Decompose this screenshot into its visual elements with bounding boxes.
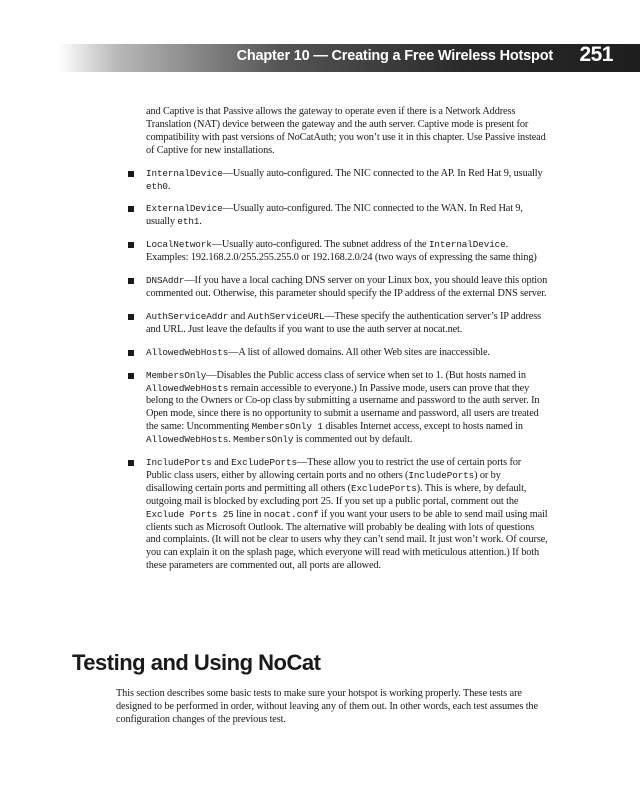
config-param: AuthServiceURL xyxy=(247,310,325,322)
bullet-square-icon xyxy=(128,206,134,212)
config-value: eth1 xyxy=(177,216,200,228)
bullet-text: . xyxy=(228,434,234,446)
intro-paragraph: and Captive is that Passive allows the gateway to operate even if there is a Network Address Translation (NAT) device between the gateway and the auth server. Captive mode is present for compatibility with past versions of NoCatAuth; you won’t use it in this chapter. Use Passive instead of Captive for new installations. xyxy=(146,106,546,156)
config-param: LocalNetwork xyxy=(146,239,212,251)
bullet-external-device xyxy=(146,203,549,229)
config-line: Exclude Ports 25 xyxy=(146,508,234,520)
config-param: InternalDevice xyxy=(428,239,506,251)
config-param: AllowedWebHosts xyxy=(146,382,229,394)
bullet-include-exclude-ports xyxy=(146,457,549,573)
bullet-text: and xyxy=(211,457,232,469)
bullet-text: . xyxy=(167,180,171,192)
bullet-text: line in xyxy=(233,508,264,520)
bullet-dns-addr xyxy=(146,275,549,301)
section-heading: Testing and Using NoCat xyxy=(72,650,321,675)
config-param: AllowedWebHosts xyxy=(146,434,229,446)
bullet-auth-service xyxy=(146,311,549,337)
config-param: InternalDevice xyxy=(146,167,223,179)
config-param: AuthServiceAddr xyxy=(146,310,229,322)
bullet-text: ). This is where, by default, outgoing mail is blocked by excluding port 25. If you set up a public portal, comment out the xyxy=(146,482,527,507)
bullet-square-icon xyxy=(128,171,134,177)
chapter-title: Chapter 10 — Creating a Free Wireless Hotspot xyxy=(236,48,553,64)
bullet-text: disables Internet access, except to hosts named in xyxy=(322,421,523,433)
bullet-text: —Usually auto-configured. The NIC connected to the WAN. In Red Hat 9, usually xyxy=(146,203,523,228)
bullet-text: —Usually auto-configured. The subnet address of the xyxy=(211,239,429,251)
bullet-text: . xyxy=(199,216,202,228)
config-param: IncludePorts xyxy=(146,457,212,469)
bullet-allowed-web-hosts xyxy=(146,347,549,360)
section-paragraph: This section describes some basic tests to make sure your hotspot is working properly. These tests are designed to be performed in order, without leaving any of them out. In other words, each test assumes the configuration changes of the previous test. xyxy=(116,688,538,725)
bullet-local-network xyxy=(146,239,549,265)
bullet-text: —A list of allowed domains. All other Web sites are inaccessible. xyxy=(228,346,490,358)
bullet-square-icon xyxy=(128,460,134,466)
page-body xyxy=(146,106,549,583)
bullet-text: —These specify the authentication server’s IP address and URL. Just leave the defaults if you want to use the auth server at nocat.net. xyxy=(146,310,541,335)
config-param: IncludePorts xyxy=(408,469,475,481)
page-number: 251 xyxy=(579,43,613,66)
config-param: MembersOnly xyxy=(233,434,294,446)
bullet-members-only xyxy=(146,370,549,447)
bullet-square-icon xyxy=(128,314,134,320)
bullet-text: . Examples: 192.168.2.0/255.255.255.0 or 192.168.2.0/24 (two ways of expressing the same thing) xyxy=(146,239,537,264)
config-param: AllowedWebHosts xyxy=(146,346,229,358)
bullet-text: is commented out by default. xyxy=(293,434,413,446)
bullet-square-icon xyxy=(128,278,134,284)
bullet-text: ) or by disallowing certain ports and permitting all others ( xyxy=(146,469,501,494)
config-filename: nocat.conf xyxy=(263,508,319,520)
config-param: MembersOnly xyxy=(146,369,207,381)
config-param: ExcludePorts xyxy=(350,482,417,494)
bullet-text: if you want your users to be able to send mail using mail clients such as Microsoft Outlook. The alternative will probably be dealing with lots of questions and complaints. (It will not be clear to users why they can’t send mail. It just won’t work. Of course, you can explain it on the splash page, which everyone will read with meticulous attention.) If both these parameters are commented out, all ports are allowed. xyxy=(146,508,548,572)
bullet-text: remain accessible to everyone.) In Passive mode, users can prove that they belong to the Owners or Co-op class by submitting a username and password to the auth server. In Open mode, since there is no opportunity to submit a username and password, all users are treated the same: Uncommenting xyxy=(146,382,540,433)
config-param: ExternalDevice xyxy=(146,203,223,215)
bullet-text: —Usually auto-configured. The NIC connected to the AP. In Red Hat 9, usually xyxy=(222,167,543,179)
bullet-text: —Disables the Public access class of service when set to 1. (But hosts named in xyxy=(206,369,526,381)
bullet-internal-device xyxy=(146,168,549,194)
config-param: ExcludePorts xyxy=(231,457,297,469)
config-value: eth0 xyxy=(146,180,168,192)
bullet-text: —These allow you to restrict the use of certain ports for Public class users, either by allowing certain ports and no others ( xyxy=(146,457,522,481)
bullet-text: —If you have a local caching DNS server on your Linux box, you should leave this option commented out. Otherwise, this parameter should specify the IP address of the external DNS server. xyxy=(146,275,548,299)
bullet-square-icon xyxy=(128,350,134,356)
config-param: DNSAddr xyxy=(146,275,185,287)
bullet-square-icon xyxy=(128,242,134,248)
bullet-text: and xyxy=(228,310,248,322)
config-param: MembersOnly 1 xyxy=(251,421,323,433)
bullet-square-icon xyxy=(128,373,134,379)
